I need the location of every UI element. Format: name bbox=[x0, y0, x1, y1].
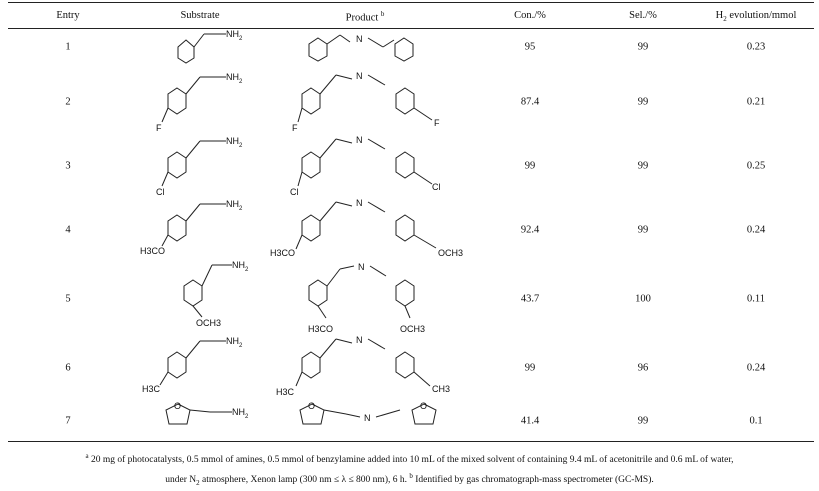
label-nh2-3-main: NH bbox=[226, 136, 239, 146]
footnote-line-2-sub: 2 bbox=[196, 479, 200, 488]
entry-2: 2 bbox=[65, 96, 71, 108]
label-n-2: N bbox=[356, 71, 363, 81]
footnote-line-1 bbox=[0, 452, 819, 465]
label-nh2-7 bbox=[232, 407, 249, 420]
label-nh2-2-main: NH bbox=[226, 72, 239, 82]
product-2-imine bbox=[298, 75, 432, 122]
sel-4: 99 bbox=[637, 224, 649, 236]
label-o-product-7b: O bbox=[420, 401, 428, 411]
label-f-product-2b: F bbox=[434, 118, 440, 128]
label-h3c-product-6: H3C bbox=[276, 387, 295, 397]
label-nh2-7-main: NH bbox=[232, 407, 245, 417]
sel-5: 100 bbox=[635, 293, 651, 305]
label-h3c-substrate-6: H3C bbox=[142, 384, 161, 394]
header-substrate: Substrate bbox=[180, 10, 220, 21]
label-cl-substrate-3: Cl bbox=[156, 187, 165, 197]
h2-7: 0.1 bbox=[749, 415, 763, 427]
h2-4: 0.24 bbox=[746, 224, 766, 236]
footnote-line-1-text: 20 mg of photocatalysts, 0.5 mmol of amines, 0.5 mmol of benzylamine added into 10 mL of the mixed solvent of containing 9.4 mL of acetonitrile and 0.6 mL of water, bbox=[88, 455, 734, 466]
label-nh2-3 bbox=[226, 136, 243, 149]
header-conversion: Con./% bbox=[514, 10, 546, 21]
product-6-imine bbox=[296, 339, 430, 386]
sel-6: 96 bbox=[637, 362, 649, 374]
conv-7: 41.4 bbox=[520, 415, 540, 427]
label-o-product-7a: O bbox=[308, 401, 316, 411]
label-nh2-2 bbox=[226, 72, 243, 85]
entry-5: 5 bbox=[65, 293, 71, 305]
label-nh2-1 bbox=[226, 29, 243, 42]
product-4-imine bbox=[296, 202, 436, 249]
sel-3: 99 bbox=[637, 160, 649, 172]
product-3-imine bbox=[298, 139, 432, 186]
sel-7: 99 bbox=[637, 415, 649, 427]
footnote-line-2 bbox=[0, 472, 819, 487]
label-h3co-product-4: H3CO bbox=[270, 248, 296, 258]
h2-h: H bbox=[715, 10, 724, 21]
conv-6: 99 bbox=[524, 362, 536, 374]
label-n-5: N bbox=[358, 262, 365, 272]
substrate-6-methylbenzylamine bbox=[160, 341, 226, 385]
label-nh2-5-sub: 2 bbox=[245, 267, 249, 273]
label-nh2-1-main: NH bbox=[226, 29, 239, 39]
entry-1: 1 bbox=[65, 41, 71, 53]
conv-1: 95 bbox=[524, 41, 536, 53]
label-och3-substrate-5: OCH3 bbox=[196, 318, 222, 328]
header-entry: Entry bbox=[56, 10, 80, 21]
label-nh2-6-sub: 2 bbox=[239, 343, 243, 349]
header-selectivity: Sel./% bbox=[629, 10, 657, 21]
conv-2: 87.4 bbox=[520, 96, 540, 108]
conv-5: 43.7 bbox=[520, 293, 540, 305]
footnote-b-mark: b bbox=[409, 472, 413, 480]
label-nh2-4 bbox=[226, 199, 243, 212]
sel-2: 99 bbox=[637, 96, 649, 108]
entry-3: 3 bbox=[65, 160, 71, 172]
footnote-line-2-b: atmosphere, Xenon lamp (300 nm ≤ λ ≤ 800 nm), 6 h. bbox=[199, 475, 410, 486]
label-nh2-4-main: NH bbox=[226, 199, 239, 209]
label-nh2-7-sub: 2 bbox=[245, 414, 249, 420]
h2-6: 0.24 bbox=[746, 362, 766, 374]
label-n-4: N bbox=[356, 198, 363, 208]
label-nh2-1-sub: 2 bbox=[239, 36, 243, 42]
label-cl-product-3b: Cl bbox=[432, 182, 441, 192]
footnote-a-mark: a bbox=[85, 452, 89, 460]
substrate-2-fluorobenzylamine bbox=[162, 77, 226, 122]
substrate-4-methoxybenzylamine bbox=[162, 204, 226, 246]
label-nh2-5 bbox=[232, 260, 249, 273]
label-n-3: N bbox=[356, 135, 363, 145]
conv-4: 92.4 bbox=[520, 224, 540, 236]
label-och3-product-5: OCH3 bbox=[400, 324, 426, 334]
footnote-line-2-a: under N bbox=[165, 475, 197, 486]
sel-1: 99 bbox=[637, 41, 649, 53]
label-nh2-2-sub: 2 bbox=[239, 79, 243, 85]
label-n-1: N bbox=[356, 34, 363, 44]
substrate-1-benzylamine bbox=[178, 34, 226, 63]
label-n-6: N bbox=[356, 335, 363, 345]
label-h3co-substrate-4: H3CO bbox=[140, 246, 166, 256]
product-5-imine bbox=[309, 266, 414, 318]
label-nh2-4-sub: 2 bbox=[239, 206, 243, 212]
entry-7: 7 bbox=[65, 415, 71, 427]
h2-5: 0.11 bbox=[747, 293, 765, 305]
label-nh2-6 bbox=[226, 336, 243, 349]
conv-3: 99 bbox=[524, 160, 536, 172]
entry-4: 4 bbox=[65, 224, 71, 236]
h2-2: 0.21 bbox=[746, 96, 766, 108]
substrate-3-chlorobenzylamine bbox=[162, 141, 226, 186]
substrate-5-methoxybenzylamine-meta bbox=[184, 265, 232, 317]
entry-6: 6 bbox=[65, 362, 71, 374]
h2-1: 0.23 bbox=[746, 41, 766, 53]
label-nh2-3-sub: 2 bbox=[239, 143, 243, 149]
header-product-text: Product bbox=[345, 12, 379, 24]
header-product-footnote-mark: b bbox=[380, 10, 385, 18]
label-nh2-6-main: NH bbox=[226, 336, 239, 346]
label-f-product-2a: F bbox=[292, 123, 298, 133]
label-och3-product-4: OCH3 bbox=[438, 248, 464, 258]
label-o-substrate-7: O bbox=[174, 401, 182, 411]
label-h3co-product-5: H3CO bbox=[308, 324, 334, 334]
label-n-7: N bbox=[364, 413, 371, 423]
label-f-substrate-2: F bbox=[156, 123, 162, 133]
h2-3: 0.25 bbox=[746, 160, 766, 172]
label-cl-product-3a: Cl bbox=[290, 187, 299, 197]
h2-sub: 2 bbox=[723, 15, 727, 24]
h2-rest: evolution/mmol bbox=[726, 10, 797, 21]
label-ch3-product-6: CH3 bbox=[432, 384, 451, 394]
footnote-line-2-c: Identified by gas chromatograph-mass spectrometer (GC-MS). bbox=[412, 475, 654, 486]
label-nh2-5-main: NH bbox=[232, 260, 245, 270]
